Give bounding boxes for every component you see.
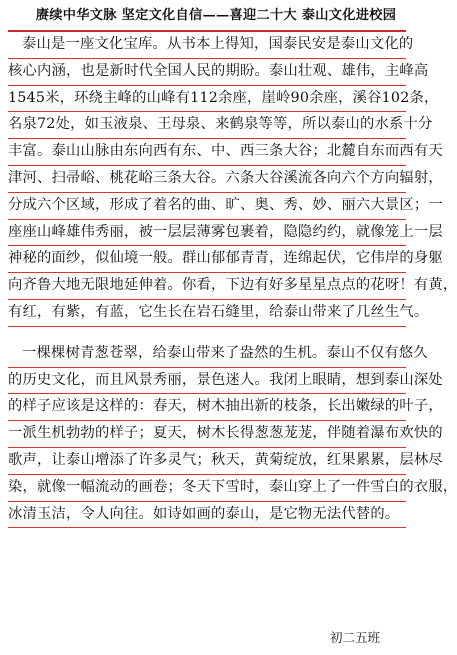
text-line: 名泉72处，如玉液泉、王母泉、来鹤泉等等，所以泰山的水系十分 [8, 112, 406, 139]
text-line: 核心内涵，也是新时代全国人民的期盼。泰山壮观、雄伟，主峰高 [8, 59, 406, 86]
text-line: 有红，有紫，有蓝，它生长在岩石缝里，给泰山带来了几丝生气。 [8, 300, 406, 327]
text-line: 丰富。泰山山脉由东向西有东、中、西三条大谷；北麓自东而西有天 [8, 139, 406, 166]
paragraph-1 [8, 32, 457, 327]
text-line: 染，就像一幅流动的画卷；冬天下雪时，泰山穿上了一件雪白的衣服， [8, 475, 406, 502]
text-line: 的样子应该是这样的：春天，树木抽出新的枝条，长出嫩绿的叶子， [8, 394, 406, 421]
text-line: 向齐鲁大地无限地延伸着。你看，下边有好多星星点点的花呀！有黄， [8, 273, 406, 300]
text-line: 1545米，环绕主峰的山峰有112余座，崖岭90余座，溪谷102条， [8, 86, 406, 113]
text-line: 一派生机勃勃的样子；夏天，树木长得葱葱茏茏，伴随着瀑布欢快的 [8, 421, 406, 448]
paragraph-2 [8, 341, 457, 529]
text-line: 座座山峰雄伟秀丽，被一层层薄雾包裹着，隐隐约约，就像笼上一层 [8, 220, 406, 247]
text-line: 分成六个区域，形成了着名的曲、旷、奥、秀、妙、丽六大景区；一 [8, 193, 406, 220]
text-line: 津河、扫帚峪、桃花峪三条大谷。六条大谷溪流各向六个方向辐射， [8, 166, 406, 193]
text-line: 一棵棵树青葱苍翠，给泰山带来了盎然的生机。泰山不仅有悠久 [8, 341, 406, 368]
text-line: 冰清玉洁，令人向往。如诗如画的泰山，是它物无法代替的。 [8, 502, 406, 529]
text-line: 泰山是一座文化宝库。从书本上得知，国泰民安是泰山文化的 [8, 32, 406, 59]
text-line: 神秘的面纱，似仙境一般。群山郁郁青青，连绵起伏，它伟岸的身躯 [8, 246, 406, 273]
text-line: 的历史文化，而且风景秀丽，景色迷人。我闭上眼睛，想到泰山深处 [8, 368, 406, 395]
text-line: 歌声，让泰山增添了许多灵气；秋天，黄菊绽放，红果累累，层林尽 [8, 448, 406, 475]
class-signature: 初二五班 [329, 630, 380, 645]
paragraph-gap [8, 327, 406, 341]
essay-title: 赓续中华文脉 坚定文化自信——喜迎二十大 泰山文化进校园 [8, 8, 406, 32]
